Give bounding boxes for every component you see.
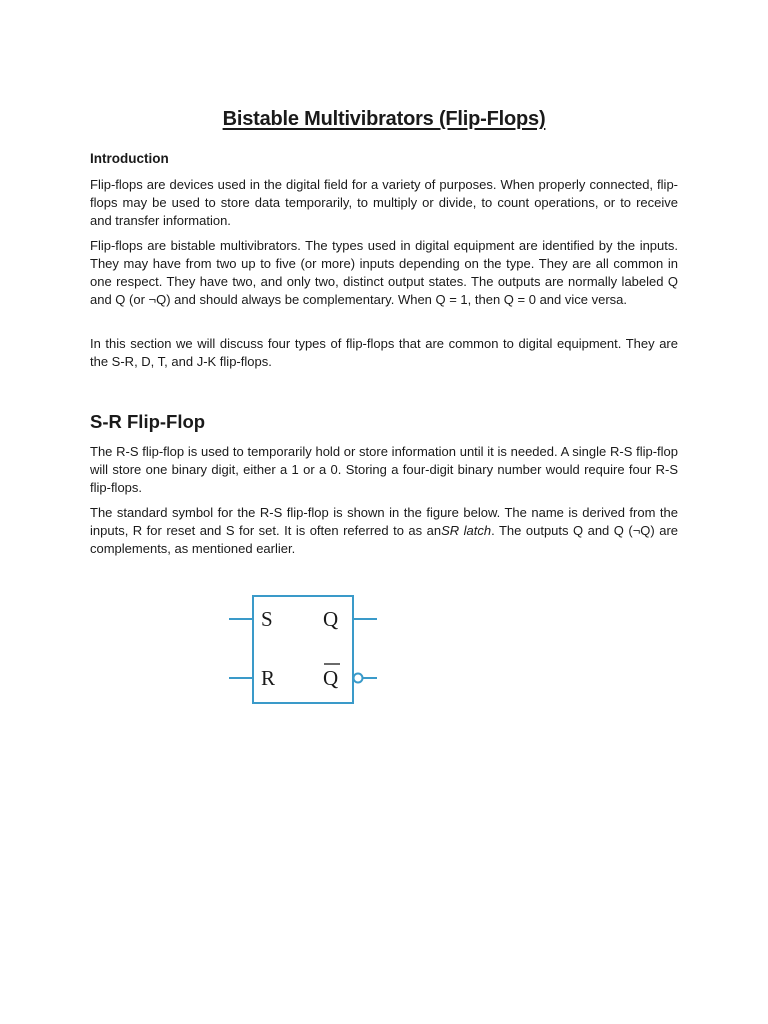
sr-flip-flop-heading: S-R Flip-Flop [90,411,206,432]
input-r-label: R [261,666,276,690]
input-s-label: S [261,607,273,631]
paragraph-sr-2-tail: . The outputs Q and Q (¬Q) are complements, as mentioned earlier. [90,523,678,556]
output-q-bar-label: Q [323,666,339,690]
sr-flip-flop-symbol [227,590,387,710]
paragraph-sr-2-text: The standard symbol for the R-S flip-flop is shown in the figure below. The name is derived from the inputs, R for reset and S for set. It is often referred to as an [90,505,678,538]
document-title: Bistable Multivibrators (Flip-Flops) [222,108,546,130]
introduction-heading: Introduction [90,151,169,166]
paragraph-intro-2: Flip-flops are bistable multivibrators. The types used in digital equipment are identified by the inputs. They may have from two up to five (or more) inputs depending on the type. They are all common in one respect. They have two, and only two, distinct output states. The outputs are normally labeled Q and Q (or ¬Q) and should always be complementary. When Q = 1, then Q = 0 and vice versa. [90,238,678,307]
paragraph-intro-3: In this section we will discuss four types of flip-flops that are common to digital equipment. They are the S-R, D, T, and J-K flip-flops. [90,336,678,369]
paragraph-sr-2 [90,504,678,558]
paragraph-intro-1: Flip-flops are devices used in the digital field for a variety of purposes. When properly connected, flip-flops may be used to store data temporarily, to multiply or divide, to count operations, or to receive and transfer information. [90,177,678,228]
sr-latch-term: SR latch [441,523,492,538]
paragraph-sr-1: The R-S flip-flop is used to temporarily hold or store information until it is needed. A single R-S flip-flop will store one binary digit, either a 1 or a 0. Storing a four-digit binary number would require four R-S flip-flops. [90,444,678,495]
output-q-bar-inversion-bubble [354,674,363,683]
output-q-label: Q [323,607,339,631]
